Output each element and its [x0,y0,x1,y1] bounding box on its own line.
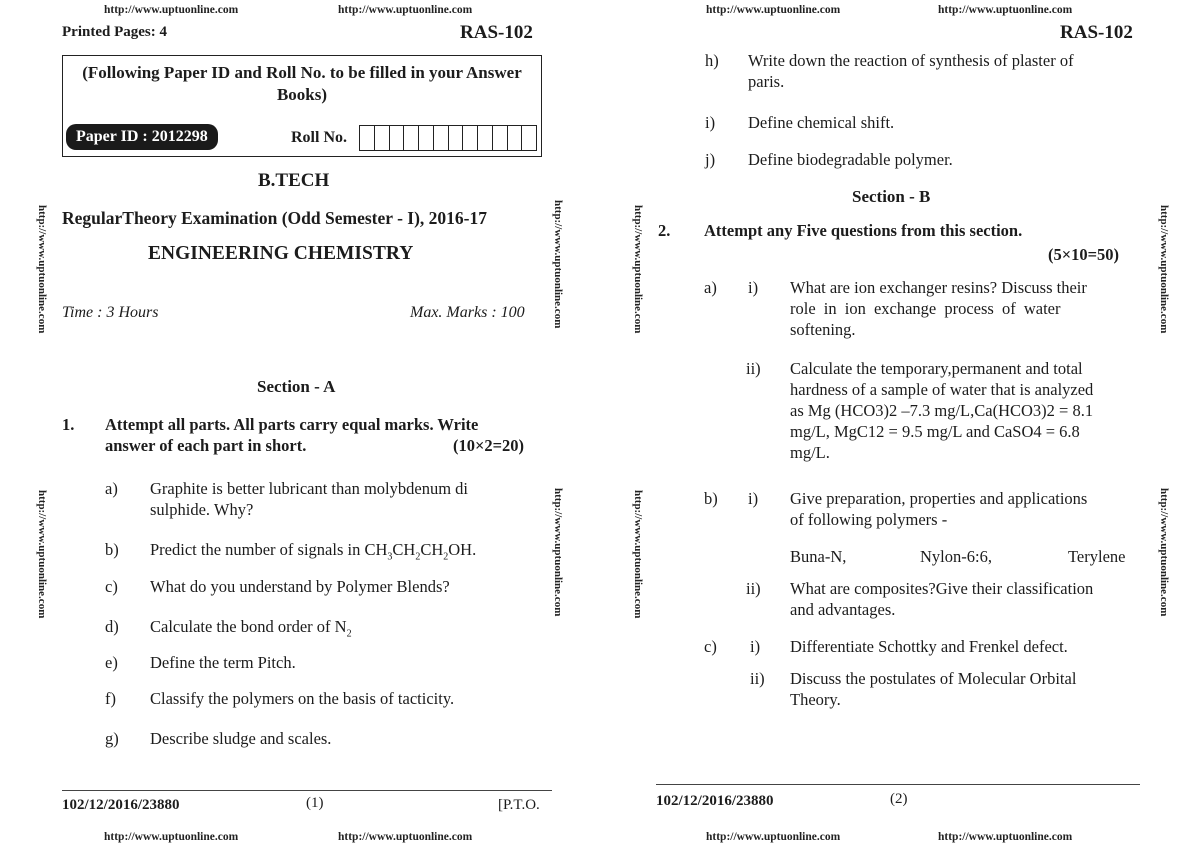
part-b-text: Predict the number of signals in $CH_3CH_2CH_2OH$. [150,540,477,563]
q2-marks: (5×10=50) [1048,245,1120,264]
q2-b-label: b) [704,489,718,508]
roll-no-field[interactable] [359,125,537,151]
pto-note: [P.T.O. [498,797,540,813]
q2-number: 2. [658,221,671,240]
max-marks: Max. Marks : 100 [410,304,525,321]
part-a-line-2: sulphide. Why? [150,500,254,519]
side-url-right-top[interactable]: http://www.uptuonline.com [1158,205,1170,334]
exam-title: RegularTheory Examination (Odd Semester - I), 2016-17 [62,208,487,228]
footer-url-right-2[interactable]: http://www.uptuonline.com [938,831,1073,843]
polymer-nylon: Nylon-6:6, [920,547,992,566]
subject-title: ENGINEERING CHEMISTRY [148,243,414,264]
part-c-label: c) [105,577,118,596]
footer-url-left-2[interactable]: http://www.uptuonline.com [706,831,841,843]
footer-rule-2 [656,784,1140,785]
part-b-label: b) [105,540,119,559]
part-i-label: i) [705,113,716,132]
part-e-text: Define the term Pitch. [150,653,296,672]
q2-a-ii-label: ii) [746,359,761,378]
instruction-box [62,55,542,157]
part-h-label: h) [705,51,719,70]
q1-line-1: Attempt all parts. All parts carry equal marks. Write [105,415,479,434]
side-url-right-bottom[interactable]: http://www.uptuonline.com [1158,488,1170,617]
q2-instruction: Attempt any Five questions from this section. [704,221,1023,240]
part-j-label: j) [705,150,716,169]
section-b-heading: Section - B [852,187,931,206]
side-url-mid-top[interactable]: http://www.uptuonline.com [552,200,564,329]
footer-code-1: 102/12/2016/23880 [62,797,180,813]
part-d-text: Calculate the bond order of $N_2$ [150,617,352,640]
part-h-text [748,50,1148,92]
part-g-label: g) [105,729,119,748]
q1-marks: (10×2=20) [453,436,525,455]
q2-b-ii-text: What are composites?Give their classification and advantages. [790,579,1094,619]
polymer-buna-n: Buna-N, [790,547,847,566]
roll-no-label: Roll No. [291,129,347,146]
part-e-label: e) [105,653,118,672]
degree-title: B.TECH [258,170,330,191]
paper-code-2: RAS-102 [1060,22,1133,43]
q2-a-i-text: What are ion exchanger resins? Discuss their role in ion exchange process of water softening. [790,278,1087,339]
part-g-text: Describe sludge and scales. [150,729,332,748]
polymer-terylene: Terylene [1068,547,1126,566]
q2-b-i-text: Give preparation, properties and applications of following polymers - [790,489,1088,529]
part-a-line-1: Graphite is better lubricant than molybdenum di [150,479,469,498]
q2-c-i-label: i) [750,637,761,656]
part-d-label: d) [105,617,119,636]
footer-code-2: 102/12/2016/23880 [656,793,774,809]
q2-a-ii-text: Calculate the temporary,permanent and total hardness of a sample of water that is analyzed as Mg (HCO3)2 –7.3 mg/L,Ca(HCO3)2 = 8.1 mg/L, MgC12 = 9.5 mg/L and CaSO4 = 6.8 mg/L. [790,359,1094,462]
page-number-2: (2) [890,791,908,807]
part-f-text: Classify the polymers on the basis of tacticity. [150,689,455,708]
q1-instruction [105,414,545,456]
side-url-left-bottom[interactable]: http://www.uptuonline.com [36,490,48,619]
part-i-text: Define chemical shift. [748,113,895,132]
q2-c-i-text: Differentiate Schottky and Frenkel defect. [790,637,1068,656]
footer-rule-1 [62,790,552,791]
paper-id-badge: Paper ID : 2012298 [66,124,218,150]
part-f-label: f) [105,689,116,708]
q2-b-ii-label: ii) [746,579,761,598]
side-url-left-top[interactable]: http://www.uptuonline.com [36,205,48,334]
q1-number: 1. [62,415,75,434]
page-number-1: (1) [306,795,324,811]
side-url-mid-bottom[interactable]: http://www.uptuonline.com [552,488,564,617]
q2-a-i-label: i) [748,278,759,297]
paper-code: RAS-102 [460,22,533,43]
printed-pages: Printed Pages: 4 [62,24,167,40]
part-a-label: a) [105,479,118,498]
q1-line-2: answer of each part in short. [105,436,307,455]
header-url-right-2[interactable]: http://www.uptuonline.com [938,4,1073,16]
footer-url-left[interactable]: http://www.uptuonline.com [104,831,239,843]
part-j-text: Define biodegradable polymer. [748,150,953,169]
q2-c-ii-text: Discuss the postulates of Molecular Orbital Theory. [790,669,1077,709]
part-h-line-1: Write down the reaction of synthesis of plaster of [748,51,1074,70]
footer-url-right[interactable]: http://www.uptuonline.com [338,831,473,843]
section-a-heading: Section - A [257,377,336,396]
part-h-line-2: paris. [748,72,785,91]
q2-b-i-label: i) [748,489,759,508]
q2-c-label: c) [704,637,717,656]
instruction-notice: (Following Paper ID and Roll No. to be filled in your Answer Books) [82,63,522,104]
part-c-text: What do you understand by Polymer Blends? [150,577,450,596]
q2-a-label: a) [704,278,717,297]
part-a-text [150,478,550,520]
q2-c-ii-label: ii) [750,669,765,688]
side-url-mid2-bottom[interactable]: http://www.uptuonline.com [632,490,644,619]
header-url-right[interactable]: http://www.uptuonline.com [338,4,473,16]
side-url-mid2-top[interactable]: http://www.uptuonline.com [632,205,644,334]
time-allowed: Time : 3 Hours [62,304,159,321]
header-url-left[interactable]: http://www.uptuonline.com [104,4,239,16]
header-url-left-2[interactable]: http://www.uptuonline.com [706,4,841,16]
